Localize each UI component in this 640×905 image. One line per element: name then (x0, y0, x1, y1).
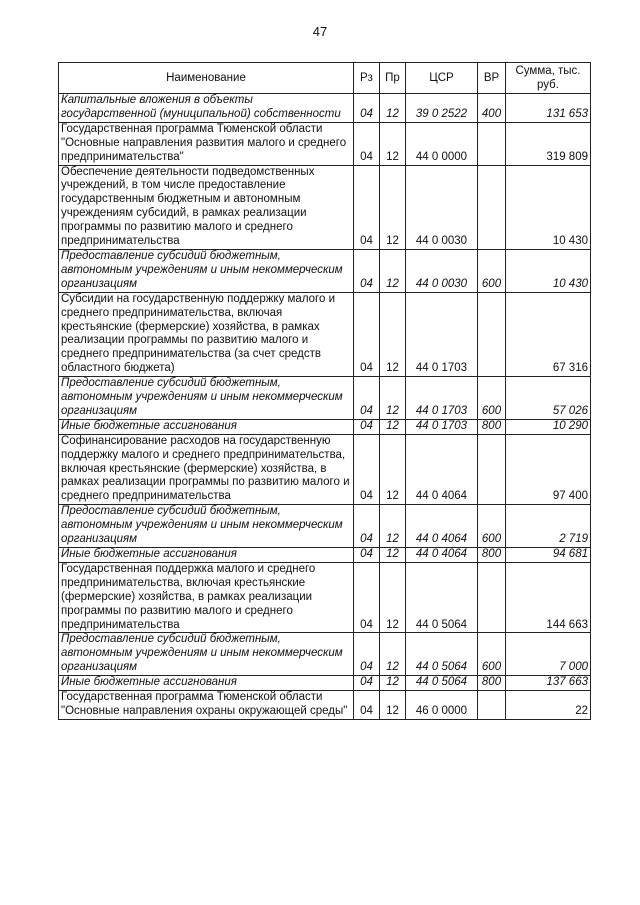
cell-sum: 7 000 (506, 633, 591, 676)
cell-vr: 600 (478, 633, 506, 676)
cell-rz: 04 (354, 633, 380, 676)
cell-csr: 44 0 4064 (406, 434, 478, 505)
cell-csr: 44 0 1703 (406, 292, 478, 376)
cell-pr: 12 (380, 691, 406, 720)
header-csr: ЦСР (406, 63, 478, 94)
cell-rz: 04 (354, 94, 380, 123)
page-number: 47 (312, 24, 328, 39)
cell-name: Капитальные вложения в объекты государственной (муниципальной) собственности (59, 94, 354, 123)
table-row (59, 676, 591, 691)
table-row (59, 94, 591, 123)
table-row (59, 505, 591, 548)
cell-csr: 44 0 4064 (406, 505, 478, 548)
cell-vr: 600 (478, 505, 506, 548)
cell-vr (478, 122, 506, 165)
cell-rz: 04 (354, 562, 380, 633)
cell-name: Предоставление субсидий бюджетным, автономным учреждениям и иным некоммерческим организациям (59, 633, 354, 676)
cell-pr: 12 (380, 419, 406, 434)
table-header-row (59, 63, 591, 94)
cell-name: Иные бюджетные ассигнования (59, 419, 354, 434)
cell-rz: 04 (354, 165, 380, 249)
cell-pr: 12 (380, 122, 406, 165)
cell-vr (478, 691, 506, 720)
cell-name: Предоставление субсидий бюджетным, автономным учреждениям и иным некоммерческим организациям (59, 505, 354, 548)
header-rz: Рз (354, 63, 380, 94)
cell-vr: 400 (478, 94, 506, 123)
cell-pr: 12 (380, 505, 406, 548)
header-name: Наименование (59, 63, 354, 94)
cell-sum: 67 316 (506, 292, 591, 376)
cell-rz: 04 (354, 249, 380, 292)
table-row (59, 562, 591, 633)
cell-pr: 12 (380, 633, 406, 676)
cell-csr: 44 0 4064 (406, 548, 478, 563)
cell-csr: 44 0 5064 (406, 562, 478, 633)
header-pr: Пр (380, 63, 406, 94)
cell-pr: 12 (380, 562, 406, 633)
table-row (59, 249, 591, 292)
cell-sum: 319 809 (506, 122, 591, 165)
table-row (59, 434, 591, 505)
cell-sum: 144 663 (506, 562, 591, 633)
table-row (59, 419, 591, 434)
cell-sum: 10 430 (506, 165, 591, 249)
table-row (59, 548, 591, 563)
cell-csr: 44 0 1703 (406, 419, 478, 434)
cell-rz: 04 (354, 676, 380, 691)
cell-name: Государственная программа Тюменской области "Основные направления охраны окружающей среды" (59, 691, 354, 720)
cell-rz: 04 (354, 505, 380, 548)
cell-sum: 10 290 (506, 419, 591, 434)
cell-csr: 44 0 0000 (406, 122, 478, 165)
cell-name: Предоставление субсидий бюджетным, автономным учреждениям и иным некоммерческим организациям (59, 377, 354, 420)
cell-vr: 800 (478, 419, 506, 434)
table-row (59, 691, 591, 720)
cell-name: Иные бюджетные ассигнования (59, 676, 354, 691)
cell-rz: 04 (354, 122, 380, 165)
cell-rz: 04 (354, 548, 380, 563)
table-row (59, 165, 591, 249)
cell-csr: 44 0 0030 (406, 165, 478, 249)
cell-rz: 04 (354, 292, 380, 376)
cell-pr: 12 (380, 292, 406, 376)
cell-sum: 22 (506, 691, 591, 720)
cell-pr: 12 (380, 94, 406, 123)
cell-name: Субсидии на государственную поддержку малого и среднего предпринимательства, включая крестьянские (фермерские) хозяйства, в рамках реализации программы по развитию малого и среднего предпринимательства (за счет средств областного бюджета) (59, 292, 354, 376)
cell-sum: 131 653 (506, 94, 591, 123)
cell-csr: 44 0 5064 (406, 676, 478, 691)
cell-sum: 94 681 (506, 548, 591, 563)
cell-rz: 04 (354, 691, 380, 720)
cell-pr: 12 (380, 548, 406, 563)
cell-sum: 137 663 (506, 676, 591, 691)
cell-name: Государственная поддержка малого и среднего предпринимательства, включая крестьянские (фермерские) хозяйства, в рамках реализации программы по развитию малого и среднего предпринимательства (59, 562, 354, 633)
cell-csr: 44 0 0030 (406, 249, 478, 292)
cell-pr: 12 (380, 249, 406, 292)
cell-vr (478, 165, 506, 249)
table-row (59, 633, 591, 676)
header-sum: Сумма, тыс. руб. (506, 63, 591, 94)
cell-vr: 800 (478, 676, 506, 691)
cell-name: Софинансирование расходов на государственную поддержку малого и среднего предпринимательства, включая крестьянские (фермерские) хозяйства, в рамках реализации программы по развитию малого и среднего предпринимательства (59, 434, 354, 505)
cell-csr: 46 0 0000 (406, 691, 478, 720)
cell-name: Государственная программа Тюменской области "Основные направления развития малого и среднего предпринимательства" (59, 122, 354, 165)
cell-name: Предоставление субсидий бюджетным, автономным учреждениям и иным некоммерческим организациям (59, 249, 354, 292)
cell-csr: 39 0 2522 (406, 94, 478, 123)
budget-table (58, 62, 591, 720)
table-row (59, 292, 591, 376)
cell-vr (478, 562, 506, 633)
table-row (59, 377, 591, 420)
cell-vr: 800 (478, 548, 506, 563)
cell-sum: 57 026 (506, 377, 591, 420)
cell-sum: 97 400 (506, 434, 591, 505)
table-row (59, 122, 591, 165)
cell-vr (478, 434, 506, 505)
cell-vr: 600 (478, 377, 506, 420)
cell-csr: 44 0 1703 (406, 377, 478, 420)
cell-sum: 2 719 (506, 505, 591, 548)
cell-rz: 04 (354, 377, 380, 420)
cell-pr: 12 (380, 165, 406, 249)
cell-vr: 600 (478, 249, 506, 292)
cell-rz: 04 (354, 419, 380, 434)
cell-csr: 44 0 5064 (406, 633, 478, 676)
cell-name: Обеспечение деятельности подведомственных учреждений, в том числе предоставление государственным бюджетным и автономным учреждениям субсидий, в рамках реализации программы по развитию малого и среднего предпринимательства (59, 165, 354, 249)
cell-rz: 04 (354, 434, 380, 505)
cell-sum: 10 430 (506, 249, 591, 292)
header-vr: ВР (478, 63, 506, 94)
cell-pr: 12 (380, 676, 406, 691)
cell-name: Иные бюджетные ассигнования (59, 548, 354, 563)
cell-vr (478, 292, 506, 376)
cell-pr: 12 (380, 434, 406, 505)
cell-pr: 12 (380, 377, 406, 420)
